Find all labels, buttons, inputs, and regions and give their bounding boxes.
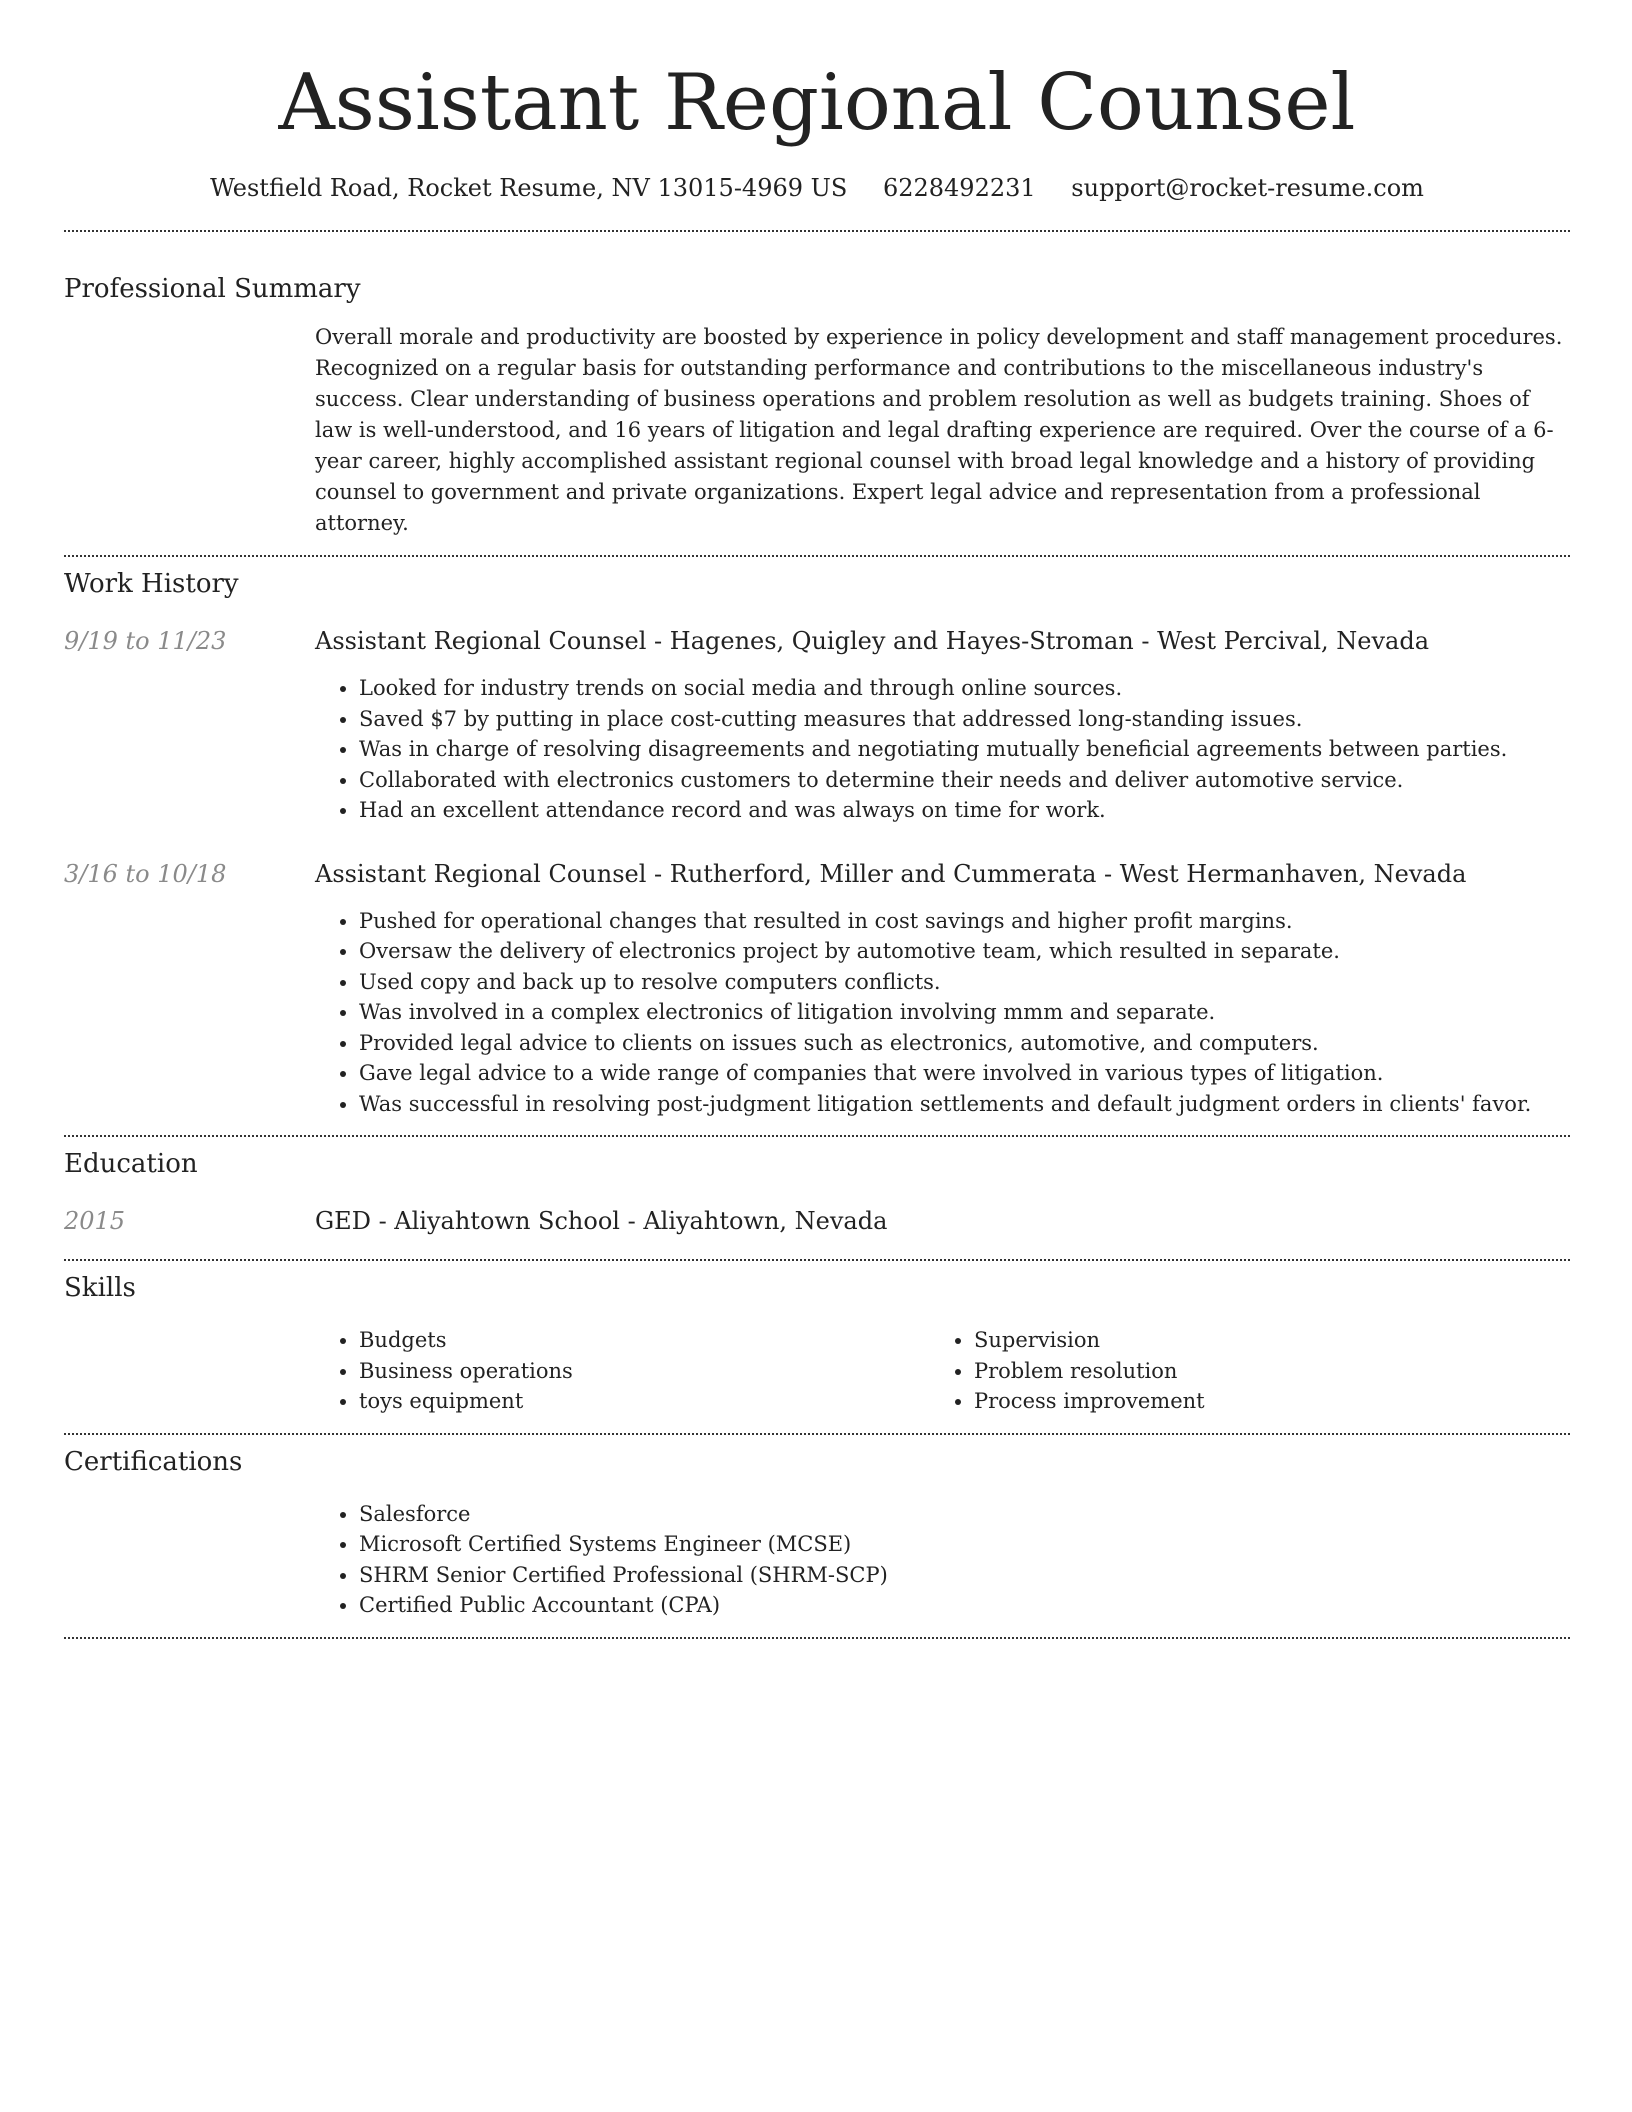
list-item: • Was in charge of resolving disagreements and negotiating mutually beneficial agreements between parties. [359, 734, 1570, 765]
list-item: • Certified Public Accountant (CPA) [359, 1590, 1570, 1621]
list-item: • Provided legal advice to clients on issues such as electronics, automotive, and computers. [359, 1028, 1570, 1059]
job-header [64, 625, 1570, 657]
list-item: • toys equipment [359, 1386, 930, 1417]
list-item: • Process improvement [974, 1386, 1545, 1417]
contact-line [64, 172, 1570, 204]
list-item: • Problem resolution [974, 1356, 1545, 1387]
list-item: • Used copy and back up to resolve computers conflicts. [359, 967, 1570, 998]
divider [64, 555, 1570, 557]
job-header [64, 858, 1570, 890]
job-heading: Assistant Regional Counsel - Rutherford, Miller and Cummerata - West Hermanhaven, Nevada [315, 859, 1467, 888]
list-item: • Pushed for operational changes that resulted in cost savings and higher profit margins. [359, 906, 1570, 937]
divider [64, 1259, 1570, 1261]
job-bullets [315, 906, 1570, 1120]
summary-text: Overall morale and productivity are boosted by experience in policy development and staff management procedures. Recognized on a regular basis for outstanding performance and contributions to the miscellaneous industry's success. Clear understanding of business operations and problem resolution as well as budgets training. Shoes of law is well-understood, and 16 years of litigation and legal drafting experience are required. Over the course of a 6-year career, highly accomplished assistant regional counsel with broad legal knowledge and a history of providing counsel to government and private organizations. Expert legal advice and representation from a professional attorney. [315, 325, 1563, 535]
skills-column-right [930, 1325, 1545, 1417]
list-item: • Business operations [359, 1356, 930, 1387]
divider [64, 1637, 1570, 1639]
list-item: • SHRM Senior Certified Professional (SHRM-SCP) [359, 1560, 1570, 1591]
list-item: • Looked for industry trends on social media and through online sources. [359, 673, 1570, 704]
certifications-section-title: Certifications [64, 1446, 243, 1477]
list-item: • Supervision [974, 1325, 1545, 1356]
list-item: • Was successful in resolving post-judgment litigation settlements and default judgment orders in clients' favor. [359, 1089, 1570, 1120]
skills-list [315, 1325, 1570, 1417]
divider [64, 1433, 1570, 1435]
education-year: 2015 [64, 1207, 126, 1235]
job-bullets [315, 673, 1570, 826]
contact-email: support@rocket-resume.com [1071, 174, 1424, 202]
resume-page [64, 0, 1570, 1639]
skills-column-left [315, 1325, 930, 1417]
divider [64, 230, 1570, 232]
education-entry [64, 1205, 1570, 1237]
list-item: • Budgets [359, 1325, 930, 1356]
education-section-title: Education [64, 1149, 198, 1179]
list-item: • Oversaw the delivery of electronics project by automotive team, which resulted in separate. [359, 936, 1570, 967]
skills-section-title: Skills [64, 1273, 136, 1303]
list-item: • Saved $7 by putting in place cost-cutting measures that addressed long-standing issues. [359, 704, 1570, 735]
education-heading: GED - Aliyahtown School - Aliyahtown, Nevada [315, 1207, 888, 1235]
divider [64, 1135, 1570, 1137]
contact-address: Westfield Road, Rocket Resume, NV 13015-4969 US [210, 174, 848, 202]
job-dates: 3/16 to 10/18 [64, 859, 227, 888]
list-item: • Was involved in a complex electronics of litigation involving mmm and separate. [359, 997, 1570, 1028]
contact-phone: 6228492231 [882, 174, 1036, 202]
list-item: • Collaborated with electronics customers to determine their needs and deliver automotive service. [359, 765, 1570, 796]
candidate-name: Assistant Regional Counsel [278, 58, 1356, 148]
work-section-title: Work History [64, 569, 239, 599]
list-item: • Microsoft Certified Systems Engineer (MCSE) [359, 1529, 1570, 1560]
list-item: • Gave legal advice to a wide range of companies that were involved in various types of litigation. [359, 1058, 1570, 1089]
job-heading: Assistant Regional Counsel - Hagenes, Quigley and Hayes-Stroman - West Percival, Nevada [315, 627, 1430, 655]
list-item: • Salesforce [359, 1499, 1570, 1530]
list-item: • Had an excellent attendance record and was always on time for work. [359, 795, 1570, 826]
job-dates: 9/19 to 11/23 [64, 627, 227, 655]
summary-section-title: Professional Summary [64, 274, 361, 304]
certifications-list [315, 1499, 1570, 1621]
